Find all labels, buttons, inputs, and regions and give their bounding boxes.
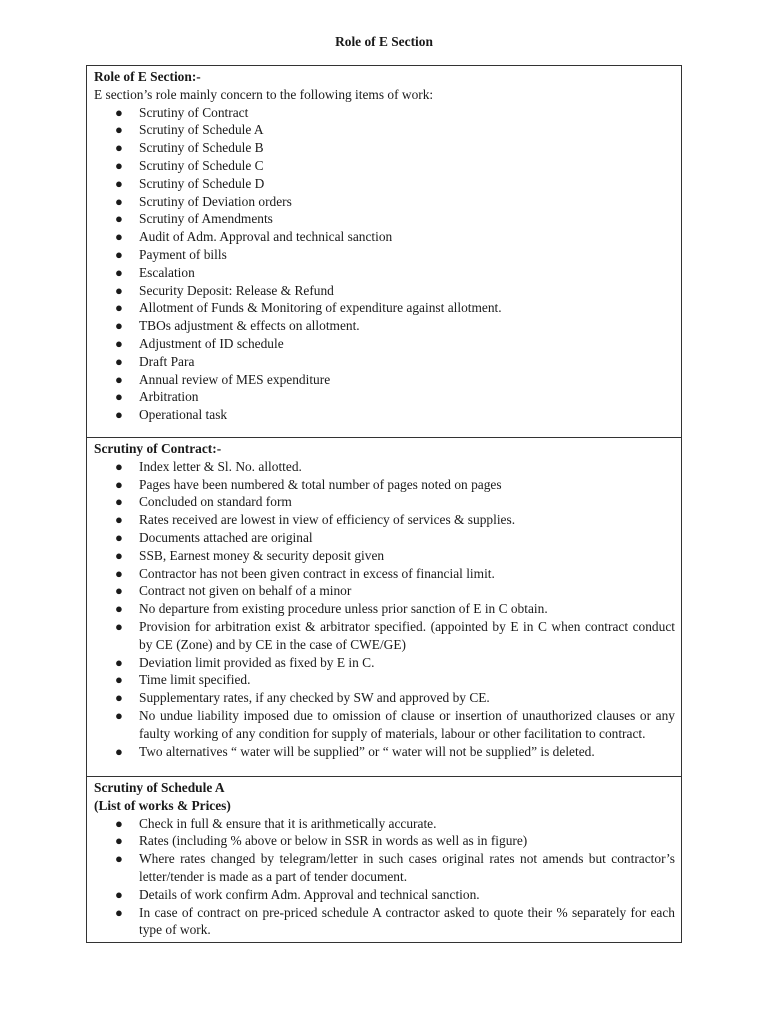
list-item — [94, 193, 675, 211]
bullet-icon: ● — [115, 371, 123, 387]
bullet-icon: ● — [115, 318, 123, 334]
list-item — [94, 529, 675, 547]
bullet-icon: ● — [115, 565, 123, 581]
bullet-icon: ● — [115, 282, 123, 298]
bullet-icon: ● — [115, 300, 123, 316]
bullet-list — [94, 458, 675, 761]
bullet-icon: ● — [115, 353, 123, 369]
list-item — [94, 565, 675, 583]
list-item — [94, 689, 675, 707]
bullet-icon: ● — [115, 458, 123, 474]
bullet-icon: ● — [115, 707, 123, 723]
bullet-icon: ● — [115, 389, 123, 405]
list-item — [94, 707, 675, 743]
list-item-text: Contractor has not been given contract in excess of financial limit. — [139, 565, 495, 581]
list-item — [94, 317, 675, 335]
bullet-list — [94, 104, 675, 424]
list-item — [94, 246, 675, 264]
list-item — [94, 476, 675, 494]
list-item-text: Provision for arbitration exist & arbitrator specified. (appointed by E in C when contract conduct by CE (Zone) and by CE in the case of CWE/GE) — [139, 618, 675, 652]
section-intro: E section’s role mainly concern to the following items of work: — [94, 86, 434, 102]
list-item-text: Rates received are lowest in view of efficiency of services & supplies. — [139, 512, 516, 528]
list-item-text: Supplementary rates, if any checked by SW and approved by CE. — [139, 690, 490, 706]
list-item-text: No departure from existing procedure unless prior sanction of E in C obtain. — [139, 601, 548, 617]
list-item — [94, 458, 675, 476]
list-item — [94, 815, 675, 833]
list-item — [94, 299, 675, 317]
bullet-icon: ● — [115, 476, 123, 492]
list-item — [94, 511, 675, 529]
list-item-text: Scrutiny of Contract — [139, 104, 249, 120]
list-item-text: Concluded on standard form — [139, 494, 292, 510]
bullet-icon: ● — [115, 229, 123, 245]
bullet-icon: ● — [115, 494, 123, 510]
section-cell — [87, 66, 682, 438]
bullet-icon: ● — [115, 833, 123, 849]
section-heading: (List of works & Prices) — [94, 797, 231, 813]
list-item-text: Where rates changed by telegram/letter in such cases original rates not amends but contractor’s letter/tender is made as a part of tender document. — [139, 851, 675, 884]
page-title: Role of E Section — [335, 34, 433, 49]
list-item — [94, 335, 675, 353]
list-item — [94, 904, 675, 940]
list-item — [94, 121, 675, 139]
list-item — [94, 210, 675, 228]
bullet-icon: ● — [115, 140, 123, 156]
list-item-text: Pages have been numbered & total number of pages noted on pages — [139, 476, 502, 492]
bullet-icon: ● — [115, 246, 123, 262]
bullet-icon: ● — [115, 335, 123, 351]
list-item — [94, 850, 675, 886]
bullet-icon: ● — [115, 601, 123, 617]
list-item — [94, 139, 675, 157]
list-item-text: Arbitration — [139, 389, 199, 405]
section-schedule-a — [87, 777, 682, 943]
list-item — [94, 406, 675, 424]
section-contract — [87, 438, 682, 777]
list-item — [94, 371, 675, 389]
list-item — [94, 832, 675, 850]
list-item — [94, 282, 675, 300]
bullet-icon: ● — [115, 851, 123, 867]
list-item-text: Documents attached are original — [139, 529, 313, 545]
bullet-icon: ● — [115, 157, 123, 173]
bullet-icon: ● — [115, 815, 123, 831]
list-item — [94, 671, 675, 689]
bullet-icon: ● — [115, 104, 123, 120]
section-cell — [87, 777, 682, 943]
list-item-text: Scrutiny of Deviation orders — [139, 193, 292, 209]
bullet-icon: ● — [115, 264, 123, 280]
list-item-text: SSB, Earnest money & security deposit given — [139, 547, 385, 563]
list-item — [94, 600, 675, 618]
bullet-icon: ● — [115, 690, 123, 706]
list-item — [94, 175, 675, 193]
bullet-icon: ● — [115, 618, 123, 634]
bullet-icon: ● — [115, 904, 123, 920]
list-item-text: Scrutiny of Schedule A — [139, 122, 264, 138]
list-item — [94, 157, 675, 175]
list-item — [94, 582, 675, 600]
bullet-icon: ● — [115, 583, 123, 599]
list-item — [94, 743, 675, 761]
list-item-text: Adjustment of ID schedule — [139, 335, 284, 351]
bullet-icon: ● — [115, 193, 123, 209]
bullet-list — [94, 815, 675, 940]
bullet-icon: ● — [115, 743, 123, 759]
list-item-text: Operational task — [139, 407, 228, 423]
bullet-icon: ● — [115, 407, 123, 423]
bullet-icon: ● — [115, 886, 123, 902]
list-item — [94, 654, 675, 672]
section-heading: Scrutiny of Schedule A — [94, 780, 225, 795]
list-item-text: Scrutiny of Schedule C — [139, 157, 264, 173]
list-item-text: Security Deposit: Release & Refund — [139, 282, 334, 298]
bullet-icon: ● — [115, 547, 123, 563]
list-item-text: Allotment of Funds & Monitoring of expenditure against allotment. — [139, 300, 502, 316]
list-item-text: Time limit specified. — [139, 672, 251, 688]
list-item-text: Deviation limit provided as fixed by E in C. — [139, 654, 375, 670]
bullet-icon: ● — [115, 122, 123, 138]
list-item-text: Annual review of MES expenditure — [139, 371, 331, 387]
list-item-text: Scrutiny of Schedule D — [139, 175, 265, 191]
list-item-text: Draft Para — [139, 353, 195, 369]
list-item — [94, 493, 675, 511]
list-item-text: Audit of Adm. Approval and technical sanction — [139, 229, 393, 245]
list-item-text: No undue liability imposed due to omission of clause or insertion of unauthorized clauses or any faulty working of any condition for supply of materials, labour or other facilitation to contract. — [139, 707, 675, 741]
list-item — [94, 886, 675, 904]
list-item — [94, 264, 675, 282]
list-item-text: Payment of bills — [139, 246, 227, 262]
bullet-icon: ● — [115, 672, 123, 688]
bullet-icon: ● — [115, 512, 123, 528]
list-item — [94, 353, 675, 371]
list-item-text: Escalation — [139, 264, 195, 280]
list-item-text: Scrutiny of Schedule B — [139, 140, 264, 156]
list-item — [94, 104, 675, 122]
list-item-text: Contract not given on behalf of a minor — [139, 583, 352, 599]
list-item — [94, 618, 675, 654]
list-item-text: Scrutiny of Amendments — [139, 211, 273, 227]
list-item-text: Details of work confirm Adm. Approval and technical sanction. — [139, 886, 480, 902]
bullet-icon: ● — [115, 175, 123, 191]
list-item-text: Check in full & ensure that it is arithmetically accurate. — [139, 815, 437, 831]
bullet-icon: ● — [115, 654, 123, 670]
section-heading: Scrutiny of Contract:- — [94, 441, 222, 456]
section-role — [87, 66, 682, 438]
bullet-icon: ● — [115, 211, 123, 227]
section-heading: Role of E Section:- — [94, 69, 201, 84]
content-table — [86, 65, 682, 943]
list-item-text: Rates (including % above or below in SSR in words as well as in figure) — [139, 833, 528, 849]
bullet-icon: ● — [115, 529, 123, 545]
list-item-text: In case of contract on pre-priced schedule A contractor asked to quote their % separately for each type of work. — [139, 904, 675, 938]
list-item-text: Two alternatives “ water will be supplied” or “ water will not be supplied” is deleted. — [139, 743, 595, 759]
list-item — [94, 388, 675, 406]
list-item-text: Index letter & Sl. No. allotted. — [139, 458, 302, 474]
list-item-text: TBOs adjustment & effects on allotment. — [139, 318, 360, 334]
list-item — [94, 228, 675, 246]
list-item — [94, 547, 675, 565]
section-cell — [87, 438, 682, 777]
